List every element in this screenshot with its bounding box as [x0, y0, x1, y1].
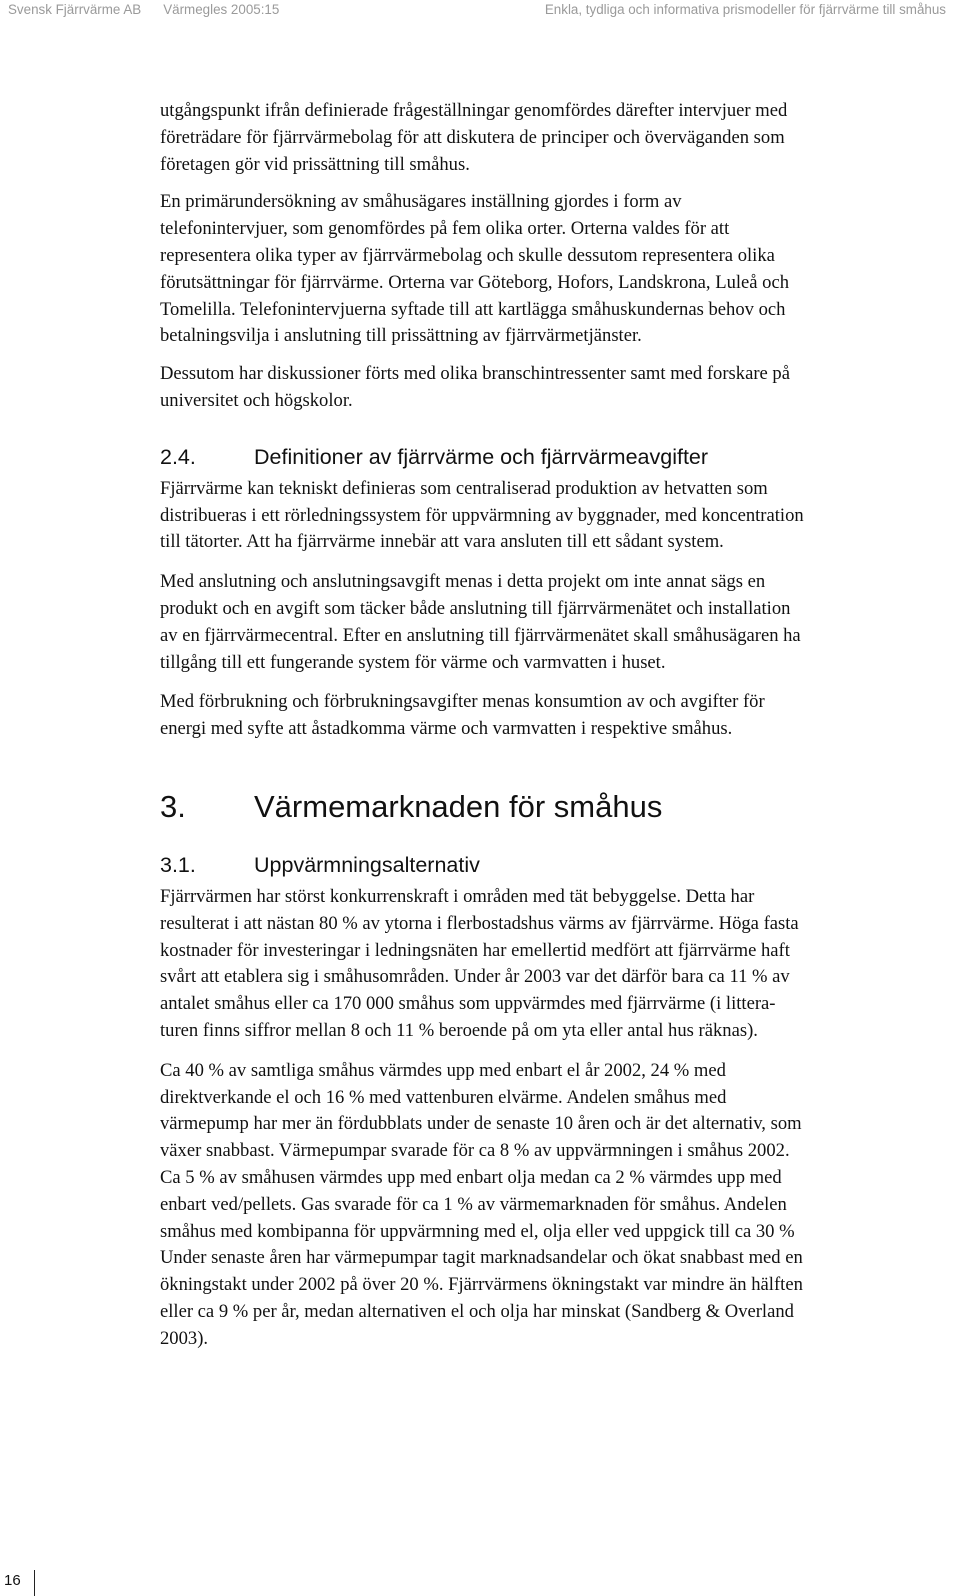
body-paragraph: Fjärrvärme kan tekniskt definieras som centraliserad produktion av hetvatten som distribueras i ett rörledningssystem för uppvärmning av byggnader, med koncentration till tätorter. Att ha fjärrvärme innebär att vara ansluten till ett sådant system.: [160, 477, 804, 553]
page-number: 16: [4, 1572, 21, 1589]
section-heading-3-1: [160, 853, 950, 878]
body-paragraph: Med anslutning och anslutningsavgift menas i detta projekt om inte annat sägs en produkt och en avgift som täcker både anslutning till fjärrvärmenätet och installation av en fjärrvärmecentral. Efter en anslutning till fjärrvärmenätet skall småhusägaren ha tillgång till ett fungerande system för värme och varmvatten i huset.: [160, 571, 801, 673]
page-header: [8, 2, 946, 24]
body-paragraph: Fjärrvärmen har störst konkurrenskraft i områden med tät bebyggelse. Detta har resulterat i att nästan 80 % av ytorna i flerbostadshus värms av fjärrvärme. Höga fasta kostnader för investeringar i ledningsnäten har emellertid medfört att fjärrvärme haft svårt att etablera sig i småhusområden. Under år 2003 var det därför bara ca 11 % av antalet småhus eller ca 170 000 småhus som uppvärmdes med fjärrvärme (i littera- turen finns siffror mellan 8 och 11 % beroende på om yta eller antal hus räknas).: [160, 885, 799, 1041]
chapter-heading-3: [160, 789, 950, 825]
header-organization: Svensk Fjärrvärme AB: [8, 2, 142, 17]
chapter-title: Värmemarknaden för småhus: [254, 788, 663, 824]
chapter-number: 3.: [160, 788, 186, 824]
header-report-id: Värmegles 2005:15: [163, 2, 280, 17]
footer-divider: [34, 1570, 35, 1596]
section-title: Definitioner av fjärrvärme och fjärrvärmeavgifter: [254, 444, 709, 469]
header-left: [8, 2, 279, 17]
body-paragraph: Dessutom har diskussioner förts med olika branschintressenter samt med forskare på universitet och högskolor.: [160, 363, 790, 411]
body-paragraph: Ca 40 % av samtliga småhus värmdes upp med enbart el år 2002, 24 % med direktverkande el och 16 % med vattenburen elvärme. Andelen småhus med värmepump har mer än fördubblats under de senaste 10 åren och är det alternativ, som växer snabbast. Värmepumpar svarade för ca 8 % av uppvärmningen i småhus 2002. Ca 5 % av småhusen värmdes upp med enbart olja medan ca 2 % värmdes upp med enbart ved/pellets. Gas svarade för ca 1 % av värmemarknaden för småhus. Andelen småhus med kombipanna för uppvärmning med el, olja eller ved uppgick till ca 30 % Under senaste åren har värmepumpar tagit marknadsandelar och ökat snabbast med en ökningstakt under 2002 på över 20 %. Fjärrvärmens ökningstakt var mindre än hälften eller ca 9 % per år, medan alternativen el och olja har minskat (Sandberg & Overland 2003).: [160, 1059, 803, 1349]
section-heading-2-4: [160, 445, 950, 470]
body-paragraph: utgångspunkt ifrån definierade frågeställningar genomfördes därefter intervjuer med företrädare för fjärrvärmebolag för att diskutera de principer och överväganden som företagen gör vid prissättning till småhus.: [160, 100, 788, 175]
page-content: [160, 98, 950, 1365]
header-report-title: Enkla, tydliga och informativa prismodeller för fjärrvärme till småhus: [544, 2, 946, 17]
section-number: 2.4.: [160, 444, 196, 469]
page-footer: [0, 1568, 60, 1596]
body-paragraph: Med förbrukning och förbrukningsavgifter menas konsumtion av och avgifter för energi med syfte att åstadkomma värme och varmvatten i respektive småhus.: [160, 691, 765, 740]
section-number: 3.1.: [160, 852, 196, 877]
body-paragraph: En primärundersökning av småhusägares inställning gjordes i form av telefonintervjuer, som genomfördes på fem olika orter. Orterna valdes för att representera olika typer av fjärrvärmebolag och skulle dessutom representera olika förutsättningar för fjärrvärme. Orterna var Göteborg, Hofors, Landskrona, Luleå och Tomelilla. Telefonintervjuerna syftade till att kartlägga småhuskundernas behov och betalningsvilja i anslutning till prissättning av fjärrvärmetjänster.: [160, 191, 790, 347]
section-title: Uppvärmningsalternativ: [254, 852, 480, 877]
